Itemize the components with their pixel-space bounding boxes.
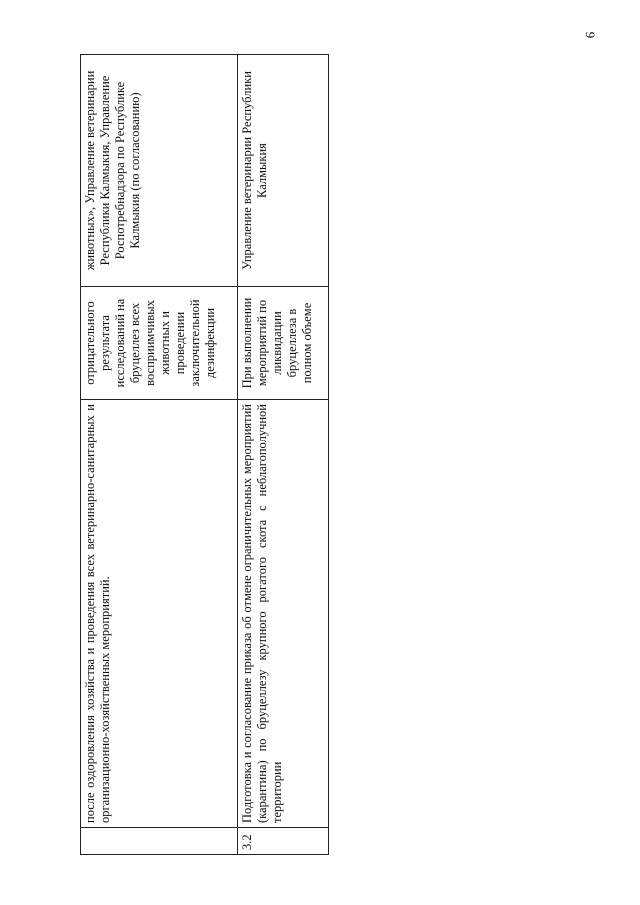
deadline-cell: отрицательного результата исследований на бруцеллез всех восприимчивых животных и проведении заключительной дезинфекции [81, 287, 238, 400]
row-number-cell [81, 828, 238, 855]
table-row [238, 55, 329, 855]
responsible-cell: Управление ветеринарии Республики Калмыкия [238, 55, 329, 287]
event-cell: Подготовка и согласование приказа об отмене ограничительных мероприятий (карантина) по бруцеллезу крупного рогатого скота с неблагополучной территории [238, 400, 329, 828]
table-row [81, 55, 238, 855]
page-number: 9 [583, 31, 598, 39]
measures-table [80, 54, 329, 855]
event-cell: после оздоровления хозяйства и проведения всех ветеринарно-санитарных и организационно-хозяйственных мероприятий. [81, 400, 238, 828]
row-number-cell: 3.2 [238, 828, 329, 855]
deadline-cell: При выполнении мероприятий по ликвидации бруцеллеза в полном объеме [238, 287, 329, 400]
responsible-cell: животных», Управление ветеринарии Республики Калмыкия, Управление Роспотребнадзора по Республике Калмыкия (по согласованию) [81, 55, 238, 287]
rotated-page-content [80, 55, 328, 855]
